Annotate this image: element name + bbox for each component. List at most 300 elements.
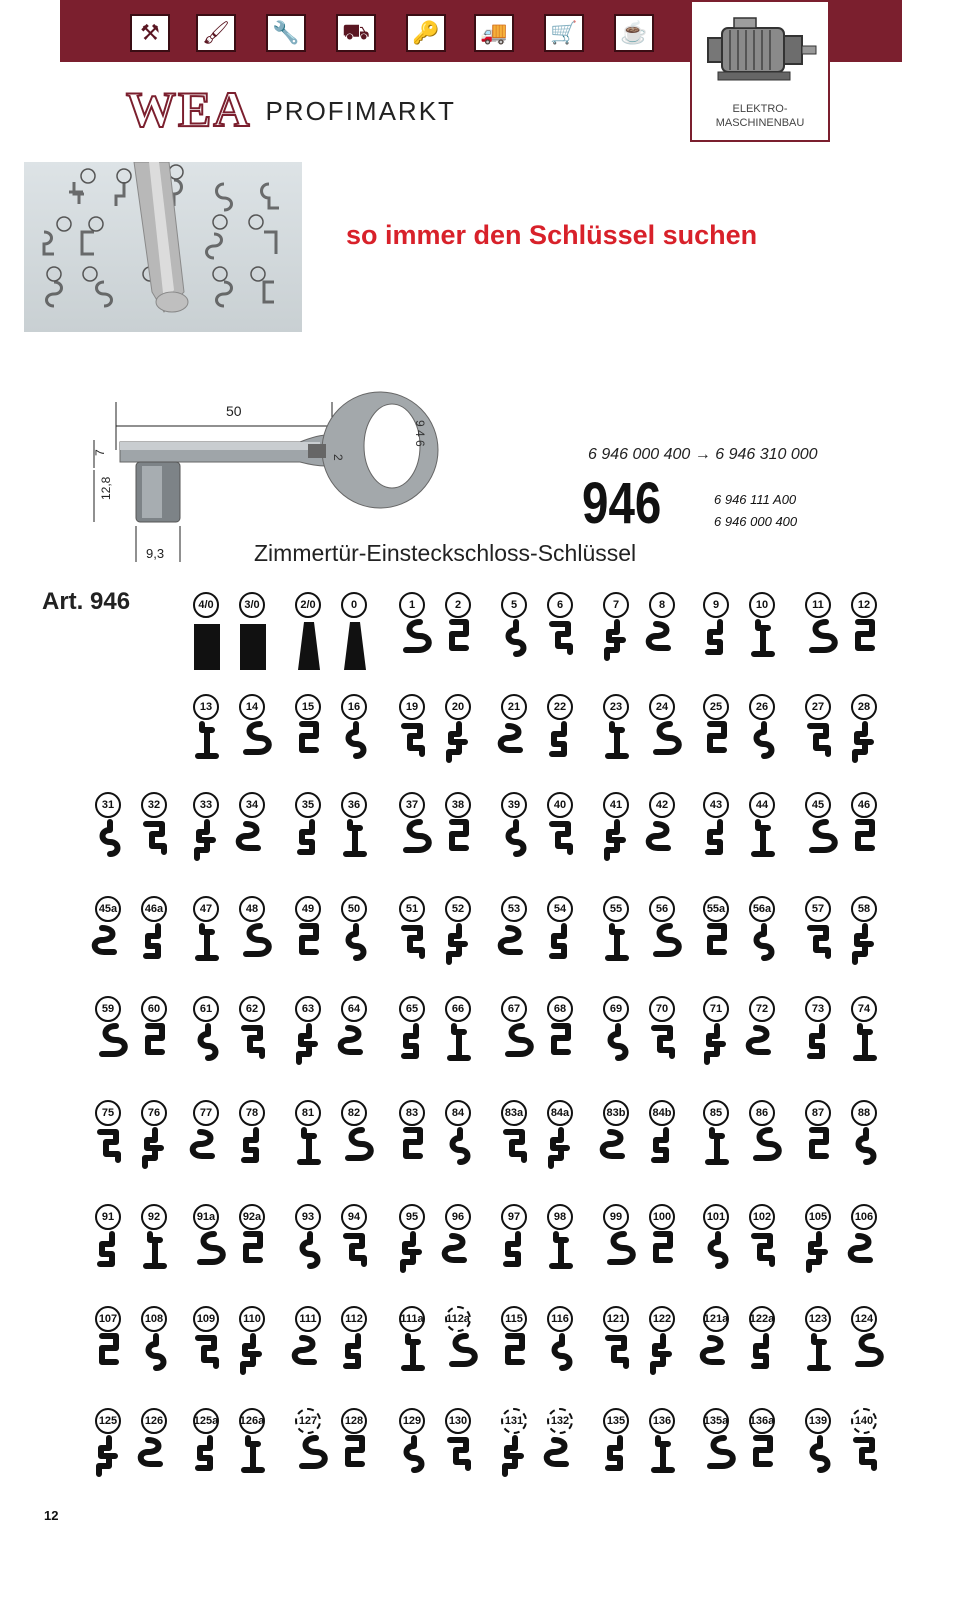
key-number-label: 108	[141, 1306, 167, 1332]
key-bit-shape	[188, 1124, 226, 1184]
key-number-label: 38	[445, 792, 471, 818]
key-number-label: 127	[295, 1408, 321, 1434]
key-number-label: 139	[805, 1408, 831, 1434]
key-bit-shape	[644, 718, 682, 778]
key-bit-shape	[336, 616, 374, 676]
key-bit-shape	[188, 1020, 226, 1080]
range-arrow: →	[694, 446, 711, 463]
key-bit-shape	[542, 1432, 580, 1492]
key-number-label: 85	[703, 1100, 729, 1126]
tools-icon: ⚒	[130, 14, 170, 52]
key-bit-shape	[846, 1228, 884, 1288]
key-number-label: 56a	[749, 896, 775, 922]
key-number-label: 130	[445, 1408, 471, 1434]
dim-width: 9,3	[146, 546, 165, 561]
key-bit-shape	[290, 1432, 328, 1492]
key-bit-shape	[542, 1124, 580, 1184]
key-bit-shape	[744, 1432, 782, 1492]
key-number-label: 62	[239, 996, 265, 1022]
key-number-label: 55a	[703, 896, 729, 922]
key-bit-shape	[744, 1330, 782, 1390]
key-number-label: 1	[399, 592, 425, 618]
key-bit-shape	[234, 816, 272, 876]
key-number-label: 3/0	[239, 592, 265, 618]
key-bit-shape	[90, 1432, 128, 1492]
key-number-label: 51	[399, 896, 425, 922]
key-bit-shape	[598, 616, 636, 676]
key-bit-shape	[542, 718, 580, 778]
range-from: 6 946 000 400	[588, 446, 691, 463]
key-bit-shape	[496, 1432, 534, 1492]
key-bit-shape	[598, 1432, 636, 1492]
key-bit-shape	[542, 920, 580, 980]
key-bit-shape	[598, 920, 636, 980]
key-number-label: 98	[547, 1204, 573, 1230]
key-number-label: 135a	[703, 1408, 729, 1434]
key-bit-shape	[440, 616, 478, 676]
key-bit-shape	[90, 920, 128, 980]
key-number-label: 26	[749, 694, 775, 720]
key-bit-shape	[846, 1020, 884, 1080]
key-bit-shape	[698, 1432, 736, 1492]
key-bit-shape	[234, 1020, 272, 1080]
key-bit-shape	[136, 920, 174, 980]
key-bit-shape	[598, 718, 636, 778]
key-number-label: 131	[501, 1408, 527, 1434]
key-bit-shape	[846, 920, 884, 980]
key-number-label: 86	[749, 1100, 775, 1126]
key-bit-shape	[698, 1330, 736, 1390]
key-number-label: 10	[749, 592, 775, 618]
key-number-label: 123	[805, 1306, 831, 1332]
key-number-label: 32	[141, 792, 167, 818]
key-number-label: 55	[603, 896, 629, 922]
key-bit-shape	[336, 1228, 374, 1288]
key-bit-shape	[394, 920, 432, 980]
key-bit-shape	[440, 920, 478, 980]
key-bit-shape	[542, 1020, 580, 1080]
key-bit-shape	[188, 616, 226, 676]
key-bit-shape	[698, 920, 736, 980]
key-number-label: 8	[649, 592, 675, 618]
key-number-label: 77	[193, 1100, 219, 1126]
key-bit-shape	[496, 616, 534, 676]
key-bit-shape	[336, 1124, 374, 1184]
key-number-label: 109	[193, 1306, 219, 1332]
key-bit-shape	[800, 1228, 838, 1288]
key-number-label: 4/0	[193, 592, 219, 618]
key-number-label: 52	[445, 896, 471, 922]
model-number: 946	[582, 471, 662, 536]
key-number-label: 97	[501, 1204, 527, 1230]
key-number-label: 94	[341, 1204, 367, 1230]
key-bit-shape	[234, 1228, 272, 1288]
key-bit-shape	[644, 1020, 682, 1080]
key-bit-shape	[644, 1330, 682, 1390]
key-bit-shape	[90, 1330, 128, 1390]
wheelbarrow-icon: ⛟	[336, 14, 376, 52]
article-code-2: 6 946 000 400	[714, 514, 798, 529]
key-number-label: 58	[851, 896, 877, 922]
key-number-label: 43	[703, 792, 729, 818]
key-number-label: 69	[603, 996, 629, 1022]
key-number-label: 61	[193, 996, 219, 1022]
key-bit-shape	[188, 1330, 226, 1390]
key-bit-shape	[744, 616, 782, 676]
key-number-label: 28	[851, 694, 877, 720]
key-bit-shape	[800, 1330, 838, 1390]
key-number-label: 83b	[603, 1100, 629, 1126]
key-number-label: 101	[703, 1204, 729, 1230]
key-number-label: 124	[851, 1306, 877, 1332]
key-bit-shape	[234, 1330, 272, 1390]
key-bit-shape	[336, 920, 374, 980]
key-bit-shape	[290, 718, 328, 778]
key-number-label: 78	[239, 1100, 265, 1126]
key-bit-shape	[698, 1124, 736, 1184]
key-bit-shape	[542, 1330, 580, 1390]
key-number-label: 140	[851, 1408, 877, 1434]
shank-digit: 2	[331, 454, 345, 461]
key-bit-shape	[744, 1228, 782, 1288]
key-bit-shape	[336, 1330, 374, 1390]
key-bit-shape	[846, 616, 884, 676]
key-number-label: 9	[703, 592, 729, 618]
key-bit-shape	[90, 1020, 128, 1080]
key-bit-shape	[598, 1124, 636, 1184]
key-bit-shape	[496, 1124, 534, 1184]
key-number-label: 35	[295, 792, 321, 818]
key-number-label: 74	[851, 996, 877, 1022]
dim-length: 50	[226, 403, 242, 419]
key-bit-shape	[598, 1020, 636, 1080]
key-number-label: 49	[295, 896, 321, 922]
key-bit-shape	[394, 1432, 432, 1492]
key-number-label: 44	[749, 792, 775, 818]
key-number-label: 87	[805, 1100, 831, 1126]
key-bit-shape	[188, 816, 226, 876]
key-bit-shape	[136, 1432, 174, 1492]
key-number-label: 46a	[141, 896, 167, 922]
key-number-label: 84	[445, 1100, 471, 1126]
key-number-label: 45a	[95, 896, 121, 922]
key-bit-shape	[188, 718, 226, 778]
key-number-label: 70	[649, 996, 675, 1022]
key-number-label: 31	[95, 792, 121, 818]
key-bit-shape	[136, 1330, 174, 1390]
key-bit-shape	[188, 1432, 226, 1492]
coffee-icon: ☕	[614, 14, 654, 52]
key-bit-shape	[644, 920, 682, 980]
key-number-label: 42	[649, 792, 675, 818]
key-bit-shape	[336, 718, 374, 778]
key-bit-shape	[698, 1020, 736, 1080]
key-bit-shape	[136, 1228, 174, 1288]
key-bit-shape	[336, 1432, 374, 1492]
key-bit-shape	[440, 1228, 478, 1288]
key-bit-shape	[698, 1228, 736, 1288]
key-number-label: 41	[603, 792, 629, 818]
key-number-label: 111a	[399, 1306, 425, 1332]
key-bit-shape	[698, 816, 736, 876]
key-bit-shape	[744, 718, 782, 778]
key-bit-shape	[496, 1330, 534, 1390]
key-number-label: 122a	[749, 1306, 775, 1332]
key-number-label: 13	[193, 694, 219, 720]
key-bit-shape	[744, 920, 782, 980]
key-bit-shape	[846, 1124, 884, 1184]
key-number-label: 12	[851, 592, 877, 618]
key-number-label: 65	[399, 996, 425, 1022]
key-number-label: 11	[805, 592, 831, 618]
key-bit-shape	[290, 616, 328, 676]
key-number-label: 7	[603, 592, 629, 618]
key-bit-shape	[394, 1020, 432, 1080]
key-bit-shape	[800, 616, 838, 676]
key-bit-shape	[744, 816, 782, 876]
key-number-label: 47	[193, 896, 219, 922]
key-number-label: 83a	[501, 1100, 527, 1126]
key-number-label: 125a	[193, 1408, 219, 1434]
key-number-label: 136	[649, 1408, 675, 1434]
key-number-label: 88	[851, 1100, 877, 1126]
search-hint: so immer den Schlüssel suchen	[346, 220, 758, 250]
key-number-label: 37	[399, 792, 425, 818]
key-bit-shape	[598, 1330, 636, 1390]
key-number-label: 126a	[239, 1408, 265, 1434]
key-number-label: 19	[399, 694, 425, 720]
key-bit-shape	[846, 816, 884, 876]
key-number-label: 112	[341, 1306, 367, 1332]
key-number-label: 126	[141, 1408, 167, 1434]
key-number-label: 125	[95, 1408, 121, 1434]
key-number-label: 99	[603, 1204, 629, 1230]
key-bit-shape	[440, 816, 478, 876]
key-number-label: 24	[649, 694, 675, 720]
key-number-label: 68	[547, 996, 573, 1022]
key-number-label: 76	[141, 1100, 167, 1126]
key-bit-shape	[234, 718, 272, 778]
key-bit-shape	[800, 816, 838, 876]
key-number-label: 84b	[649, 1100, 675, 1126]
key-bit-shape	[394, 616, 432, 676]
key-bit-shape	[136, 1124, 174, 1184]
key-number-label: 45	[805, 792, 831, 818]
key-number-label: 91a	[193, 1204, 219, 1230]
key-bit-shape	[440, 1020, 478, 1080]
key-bit-shape	[846, 1330, 884, 1390]
key-number-label: 67	[501, 996, 527, 1022]
key-number-label: 60	[141, 996, 167, 1022]
key-bit-shape	[440, 1330, 478, 1390]
key-number-label: 27	[805, 694, 831, 720]
key-number-label: 34	[239, 792, 265, 818]
key-bit-shape	[440, 1432, 478, 1492]
key-bit-shape	[644, 616, 682, 676]
bow-digits: 9 4 6	[413, 420, 427, 447]
key-number-label: 121a	[703, 1306, 729, 1332]
key-number-label: 111	[295, 1306, 321, 1332]
key-number-label: 20	[445, 694, 471, 720]
key-bit-shape	[290, 1124, 328, 1184]
drill-icon: 🔧	[266, 14, 306, 52]
key-number-label: 116	[547, 1306, 573, 1332]
key-number-label: 129	[399, 1408, 425, 1434]
key-bit-shape	[90, 816, 128, 876]
key-number-label: 2/0	[295, 592, 321, 618]
key-bit-shape	[644, 1228, 682, 1288]
key-number-label: 6	[547, 592, 573, 618]
key-bit-shape	[644, 816, 682, 876]
key-number-label: 25	[703, 694, 729, 720]
key-bit-shape	[394, 1330, 432, 1390]
dim-bit: 12,8	[99, 476, 113, 500]
key-bit-shape	[846, 1432, 884, 1492]
key-bit-shape	[496, 1020, 534, 1080]
key-number-label: 100	[649, 1204, 675, 1230]
key-bit-shape	[290, 1228, 328, 1288]
key-number-label: 91	[95, 1204, 121, 1230]
key-bit-shape	[188, 920, 226, 980]
key-bit-shape	[290, 1020, 328, 1080]
key-number-label: 96	[445, 1204, 471, 1230]
key-number-label: 72	[749, 996, 775, 1022]
key-number-label: 128	[341, 1408, 367, 1434]
key-number-label: 36	[341, 792, 367, 818]
key-bit-shape	[644, 1432, 682, 1492]
key-bit-shape	[234, 920, 272, 980]
key-bit-shape	[394, 1124, 432, 1184]
cart-icon: 🛒	[544, 14, 584, 52]
key-bit-shape	[90, 1228, 128, 1288]
key-number-label: 54	[547, 896, 573, 922]
key-bit-shape	[496, 718, 534, 778]
key-number-label: 2	[445, 592, 471, 618]
brand-subtitle: PROFIMARKT	[265, 96, 456, 126]
key-bit-shape	[744, 1020, 782, 1080]
key-bit-shape	[394, 816, 432, 876]
key-number-label: 16	[341, 694, 367, 720]
key-number-label: 14	[239, 694, 265, 720]
key-bit-shape	[290, 816, 328, 876]
key-bit-shape	[698, 718, 736, 778]
key-bit-shape	[644, 1124, 682, 1184]
key-number-label: 122	[649, 1306, 675, 1332]
key-number-label: 135	[603, 1408, 629, 1434]
key-bit-shape	[290, 1330, 328, 1390]
key-bit-shape	[800, 1020, 838, 1080]
key-number-label: 84a	[547, 1100, 573, 1126]
elektro-line1: ELEKTRO-	[732, 103, 788, 115]
key-number-label: 73	[805, 996, 831, 1022]
key-bit-shape	[800, 1124, 838, 1184]
key-number-label: 22	[547, 694, 573, 720]
key-number-label: 93	[295, 1204, 321, 1230]
key-bit-shape	[598, 816, 636, 876]
page-number: 12	[44, 1508, 59, 1523]
key-number-label: 50	[341, 896, 367, 922]
key-number-label: 48	[239, 896, 265, 922]
key-bit-shape	[336, 1020, 374, 1080]
key-number-label: 40	[547, 792, 573, 818]
article-label: Art. 946	[42, 588, 131, 615]
key-bit-shape	[846, 718, 884, 778]
key-number-label: 81	[295, 1100, 321, 1126]
key-bit-shape	[698, 616, 736, 676]
paint-roller-icon: 🖌	[196, 14, 236, 52]
key-bit-shape	[394, 1228, 432, 1288]
truck-icon: 🚚	[474, 14, 514, 52]
key-bit-shape	[136, 1020, 174, 1080]
key-type-title: Zimmertür-Einsteckschloss-Schlüssel	[254, 540, 637, 566]
key-number-label: 136a	[749, 1408, 775, 1434]
key-number-label: 106	[851, 1204, 877, 1230]
key-number-label: 46	[851, 792, 877, 818]
key-bit-shape	[440, 1124, 478, 1184]
key-number-label: 102	[749, 1204, 775, 1230]
key-bit-shape	[542, 1228, 580, 1288]
key-number-label: 21	[501, 694, 527, 720]
key-bit-shape	[440, 718, 478, 778]
key-bit-shape	[188, 1228, 226, 1288]
key-number-label: 92	[141, 1204, 167, 1230]
brand-name: WEA	[126, 81, 252, 137]
key-bit-shape	[234, 1432, 272, 1492]
key-number-label: 112a	[445, 1306, 471, 1332]
key-bit-shape	[496, 1228, 534, 1288]
key-bit-shape	[394, 718, 432, 778]
dim-height: 7	[93, 449, 107, 456]
key-number-label: 95	[399, 1204, 425, 1230]
key-number-label: 63	[295, 996, 321, 1022]
key-bit-shape	[744, 1124, 782, 1184]
key-bit-shape	[800, 1432, 838, 1492]
key-number-label: 107	[95, 1306, 121, 1332]
key-bit-shape	[598, 1228, 636, 1288]
elektro-line2: MASCHINENBAU	[715, 117, 805, 129]
key-number-label: 66	[445, 996, 471, 1022]
key-number-label: 53	[501, 896, 527, 922]
key-bit-shape	[336, 816, 374, 876]
key-bit-shape	[496, 816, 534, 876]
key-number-label: 115	[501, 1306, 527, 1332]
key-number-label: 110	[239, 1306, 265, 1332]
key-number-label: 92a	[239, 1204, 265, 1230]
article-code-1: 6 946 111 A00	[714, 492, 797, 507]
key-bit-shape	[234, 1124, 272, 1184]
key-number-label: 0	[341, 592, 367, 618]
key-number-label: 39	[501, 792, 527, 818]
key-number-label: 57	[805, 896, 831, 922]
key-number-label: 82	[341, 1100, 367, 1126]
range-to: 6 946 310 000	[715, 446, 818, 463]
key-number-label: 71	[703, 996, 729, 1022]
keys-icon: 🔑	[406, 14, 446, 52]
key-number-label: 5	[501, 592, 527, 618]
key-number-label: 105	[805, 1204, 831, 1230]
key-number-label: 83	[399, 1100, 425, 1126]
key-bit-shape	[542, 816, 580, 876]
key-number-label: 75	[95, 1100, 121, 1126]
key-number-label: 33	[193, 792, 219, 818]
key-bit-shape	[800, 920, 838, 980]
key-number-label: 23	[603, 694, 629, 720]
key-number-label: 59	[95, 996, 121, 1022]
key-number-label: 64	[341, 996, 367, 1022]
key-bit-shape	[290, 920, 328, 980]
key-number-label: 56	[649, 896, 675, 922]
key-number-label: 15	[295, 694, 321, 720]
